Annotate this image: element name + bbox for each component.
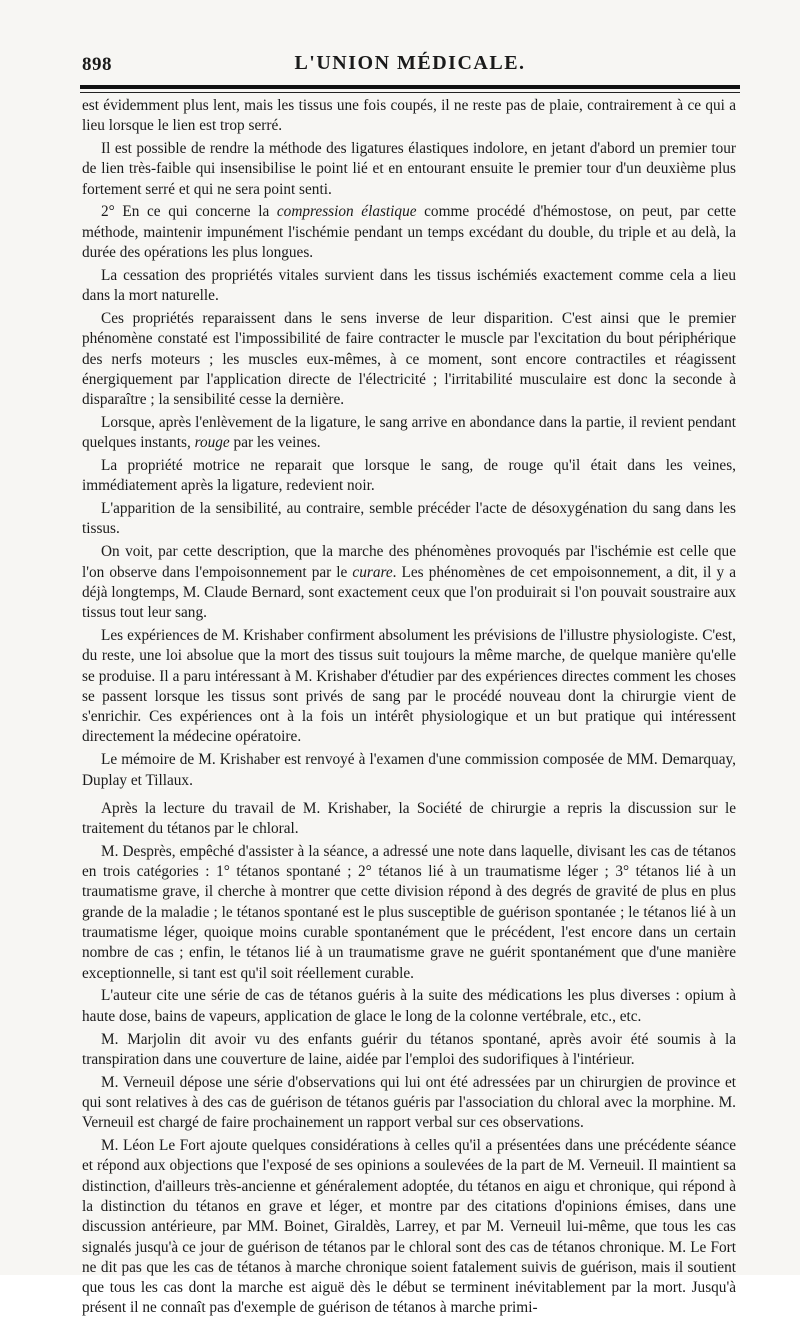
paragraph: L'auteur cite une série de cas de tétanos guéris à la suite des médications les plus diverses : opium à haute dose, bains de vapeurs, application de glace le long de la colonne vertébrale, etc., etc.: [82, 987, 736, 1025]
journal-title: L'UNION MÉDICALE.: [294, 52, 526, 74]
paragraph: Le mémoire de M. Krishaber est renvoyé à l'examen d'une commission composée de MM. Demarquay, Duplay et Tillaux.: [82, 751, 736, 789]
header-rule-thin: [80, 92, 740, 93]
paragraph: Il est possible de rendre la méthode des ligatures élastiques indolore, en jetant d'abord un premier tour de lien très-faible qui insensibilise le point lié et en entourant ensuite le premier tour d'un deuxième plus fortement serré et qui ne sera point senti.: [82, 140, 736, 198]
body-text: [82, 96, 736, 1321]
page-header: [80, 50, 740, 80]
header-rule: [80, 85, 740, 89]
paragraph: La cessation des propriétés vitales survient dans les tissus ischémiés exactement comme cela a lieu dans la mort naturelle.: [82, 266, 736, 305]
paragraph: M. Marjolin dit avoir vu des enfants guérir du tétanos spontané, après avoir été soumis à la transpiration dans une couverture de laine, aidée par l'emploi des sudorifiques à l'intérieur.: [82, 1030, 736, 1068]
paragraph: La propriété motrice ne reparait que lorsque le sang, de rouge qu'il était dans les veines, immédiatement après la ligature, redevient noir.: [82, 457, 736, 495]
paragraph: L'apparition de la sensibilité, au contraire, semble précéder l'acte de désoxygénation du sang dans les tissus.: [82, 500, 736, 538]
paragraph: Lorsque, après l'enlèvement de la ligature, le sang arrive en abondance dans la partie, il revient pendant quelques instants, rouge par les veines.: [82, 413, 736, 452]
paragraph: Les expériences de M. Krishaber confirment absolument les prévisions de l'illustre physiologiste. C'est, du reste, une loi absolue que la mort des tissus suit toujours la même marche, de quelque manière qu'elle se produise. Il a paru intéressant à M. Krishaber d'étudier par des expériences directes comment les choses se passent lorsque les tissus sont privés de sang par le procédé nouveau dont la chirurgie vient de s'enrichir. Ces expériences ont à la fois un intérêt physiologique et un but pratique qui intéressent directement la médecine opératoire.: [82, 626, 736, 746]
paragraph: M. Verneuil dépose une série d'observations qui lui ont été adressées par un chirurgien de province et qui sont relatives à des cas de guérison de tétanos guéris par l'association du chloral avec la morphine. M. Verneuil est chargé de faire prochainement un rapport verbal sur ces observations.: [82, 1073, 736, 1132]
emphasis: compression élastique: [276, 203, 417, 221]
paragraph: M. Léon Le Fort ajoute quelques considérations à celles qu'il a présentées dans une précédente séance et répond aux objections que l'exposé de ses opinions a soulevées de la part de M. Verneuil. Il maintient sa distinction, d'ailleurs très-ancienne et généralement adoptée, du tétanos en aigu et chronique, qui répond à la distinction du tétanos en grave et léger, et montre par des citations d'opinions émises, dans une discussion antérieure, par MM. Boinet, Giraldès, Larrey, et par M. Verneuil lui-même, que tous les cas signalés jusqu'à ce jour de guérison de tétanos par le chloral sont des cas de tétanos chronique. M. Le Fort ne dit pas que les cas de tétanos à marche chronique soient fatalement suivis de guérison, mais il soutient que tous les cas dont la marche est aiguë dès le début se terminent inévitablement par la mort. Jusqu'à présent il ne connaît pas d'exemple de guérison de tétanos à marche primi-: [82, 1137, 736, 1317]
paragraph: On voit, par cette description, que la marche des phénomènes provoqués par l'ischémie est celle que l'on observe dans l'empoisonnement par le curare. Les phénomènes de cet empoisonnement, a dit, il y a déjà longtemps, M. Claude Bernard, sont exactement ceux que l'on produirait si l'on pouvait soustraire aux tissus tout leur sang.: [82, 543, 736, 622]
paragraph: Après la lecture du travail de M. Krishaber, la Société de chirurgie a repris la discussion sur le traitement du tétanos par le chloral.: [82, 799, 736, 838]
paragraph: Ces propriétés reparaissent dans le sens inverse de leur disparition. C'est ainsi que le premier phénomène constaté est l'impossibilité de faire contracter le muscle par l'excitation du bout périphérique des nerfs moteurs ; les muscles eux-mêmes, à ce moment, sont encore contractiles et réagissent énergiquement par l'application directe de l'électricité ; l'irritabilité musculaire est donc la seconde à disparaître ; la sensibilité cesse la dernière.: [82, 309, 736, 409]
paragraph: M. Desprès, empêché d'assister à la séance, a adressé une note dans laquelle, divisant les cas de tétanos en trois catégories : 1° tétanos spontané ; 2° tétanos lié à un traumatisme léger ; 3° tétanos lié à un traumatisme grave, il cherche à montrer que cette division répond à des degrés de gravité de plus en plus grande de la maladie ; le tétanos spontané est le plus susceptible de guérison spontanée ; le tétanos lié à un traumatisme léger, quoique moins curable spontanément que le précédent, l'est encore dans un certain nombre de cas ; enfin, le tétanos lié à un traumatisme grave ne guérit spontanément que d'une manière exceptionnelle, si tant est qu'il soit réellement curable.: [82, 842, 736, 982]
emphasis: rouge: [194, 434, 230, 452]
emphasis: curare: [352, 563, 393, 581]
paragraph: 2° En ce qui concerne la compression élastique comme procédé d'hémostose, on peut, par cette méthode, maintenir impunément l'ischémie pendant un temps excédant du double, du triple et au delà, la durée des opérations les plus longues.: [82, 203, 736, 262]
page-number: 898: [82, 54, 112, 75]
paragraph: est évidemment plus lent, mais les tissus une fois coupés, il ne reste pas de plaie, contrairement à ce qui a lieu lorsque le lien est trop serré.: [82, 97, 736, 135]
